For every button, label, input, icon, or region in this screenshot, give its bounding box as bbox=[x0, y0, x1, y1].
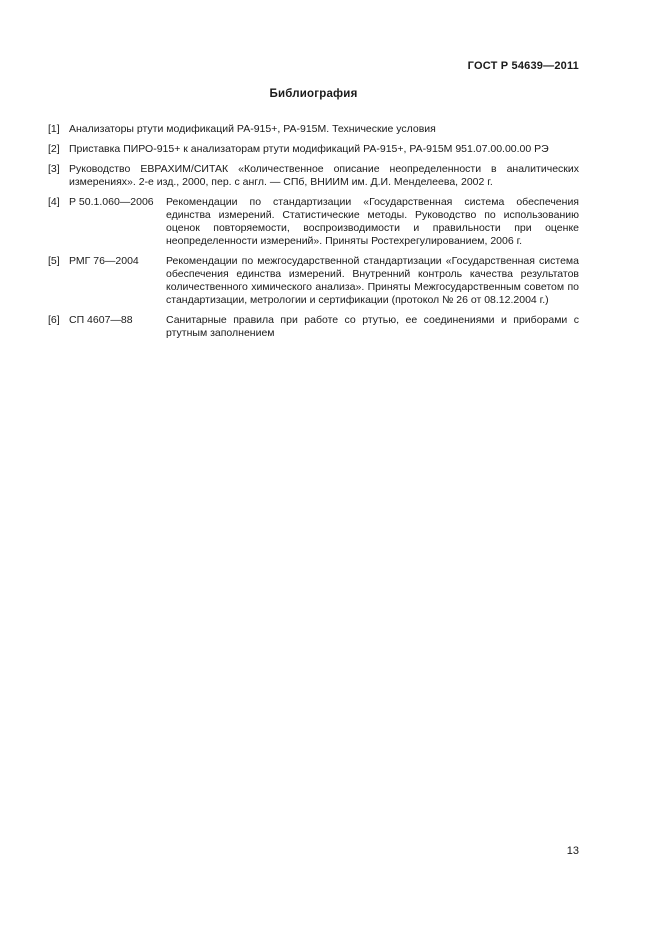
entry-reference: СП 4607—88 bbox=[69, 314, 133, 326]
document-header: ГОСТ Р 54639—2011 bbox=[467, 60, 579, 72]
page-number: 13 bbox=[566, 845, 579, 857]
bibliography-entry bbox=[48, 314, 579, 340]
entry-number: [2] bbox=[48, 143, 60, 155]
entry-number: [4] bbox=[48, 196, 60, 208]
entry-text: Приставка ПИРО-915+ к анализаторам ртути модификаций РА-915+, РА-915М 951.07.00.00.00 РЭ bbox=[69, 143, 549, 155]
bibliography-list bbox=[48, 123, 579, 340]
page-title: Библиография bbox=[269, 88, 358, 100]
entry-text: Санитарные правила при работе со ртутью, ее соединениями и приборами с ртутным заполнением bbox=[166, 314, 579, 339]
entry-text: Рекомендации по межгосударственной стандартизации «Государственная система обеспечения единства измерений. Внутренний контроль качества результатов количественного химического анализа». Приняты Межгосударственным советом по стандартизации, метрологии и сертификации (протокол № 26 от 08.12.2004 г.) bbox=[166, 255, 579, 306]
entry-text: Анализаторы ртути модификаций РА-915+, РА-915М. Технические условия bbox=[69, 123, 436, 135]
bibliography-entry bbox=[48, 143, 579, 156]
entry-text: Рекомендации по стандартизации «Государственная система обеспечения единства измерений. Статистические методы. Руководство по использованию оценок повторяемости, воспроизводимости и правильности при оценке неопределенности измерений». Приняты Ростехрегулированием, 2006 г. bbox=[166, 196, 579, 247]
entry-number: [5] bbox=[48, 255, 60, 267]
entry-reference: РМГ 76—2004 bbox=[69, 255, 139, 267]
bibliography-entry bbox=[48, 196, 579, 248]
bibliography-entry bbox=[48, 123, 579, 136]
entry-text: Руководство ЕВРАХИМ/СИТАК «Количественное описание неопределенности в аналитических измерениях». 2-е изд., 2000, пер. с англ. — СПб, ВНИИМ им. Д.И. Менделеева, 2002 г. bbox=[69, 163, 579, 188]
entry-number: [1] bbox=[48, 123, 60, 135]
entry-number: [3] bbox=[48, 163, 60, 175]
entry-reference: Р 50.1.060—2006 bbox=[69, 196, 154, 208]
entry-number: [6] bbox=[48, 314, 60, 326]
bibliography-entry bbox=[48, 163, 579, 189]
bibliography-entry bbox=[48, 255, 579, 307]
